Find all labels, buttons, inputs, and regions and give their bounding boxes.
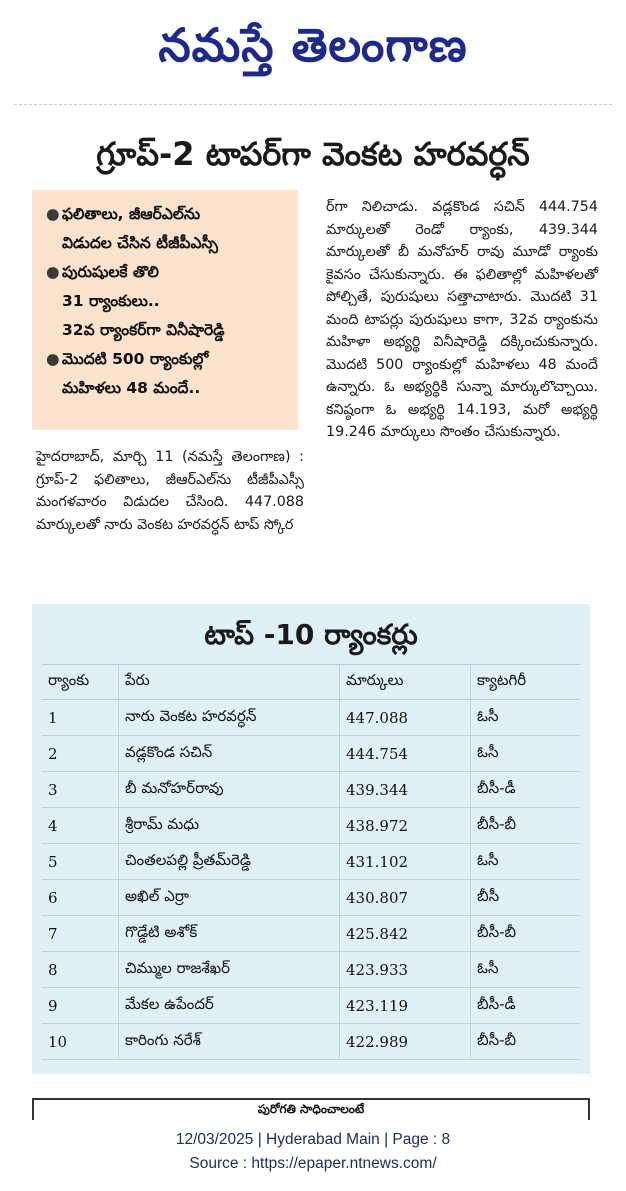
name-cell: శ్రీరామ్ మధు [119, 808, 340, 844]
table-row [42, 700, 580, 736]
highlights-box [32, 190, 298, 430]
rank-cell: 3 [42, 772, 119, 808]
highlight-item [46, 258, 290, 345]
header-name: పేరు [119, 665, 340, 700]
article-left-column: హైదరాబాద్, మార్చి 11 (నమస్తే తెలంగాణ) : గ్రూప్-2 ఫలితాలు, జీఆర్ఎల్‌ను టీజీపీఎస్సీ మంగళవారం విడుదల చేసింది. 447.088 మార్కులతో నారు వెంకట హరవర్ధన్ టాప్ స్కోర [36, 449, 304, 533]
bullet-icon: ● [46, 263, 60, 281]
marks-cell: 423.119 [340, 988, 471, 1024]
category-cell: ఓసీ [471, 844, 581, 880]
headline: గ్రూప్-2 టాపర్‌గా వెంకట హరవర్ధన్ [96, 135, 530, 173]
name-cell: మేకల ఉపేందర్ [119, 988, 340, 1024]
name-cell: కారింగు నరేశ్ [119, 1024, 340, 1060]
name-cell: చింతలపల్లి ప్రీతమ్‌రెడ్డి [119, 844, 340, 880]
category-cell: బీసీ-బీ [471, 1024, 581, 1060]
table-row [42, 988, 580, 1024]
rankers-table [42, 664, 580, 1060]
header-category: క్యాటగిరీ [471, 665, 581, 700]
article-right-column: ర్‌గా నిలిచాడు. వడ్లకొండ సచిన్ 444.754 మార్కులతో రెండో ర్యాంకు, 439.344 మార్కులతో బీ మనోహర్ రావు మూడో ర్యాంకు కైవసం చేసుకున్నారు. ఈ ఫలితాల్లో మహిళలతో పోల్చితే, పురుషులు సత్తాచాటారు. మొదటి 31 మంది టాపర్లు పురుషులు కాగా, 32వ ర్యాంకును మహిళా అభ్యర్థి వినీషారెడ్డి దక్కించుకున్నారు. మొదటి 500 ర్యాంకుల్లో మహిళలు 48 మందే ఉన్నారు. ఓ అభ్యర్థికి సున్నా మార్కులొచ్చాయి. కనిష్ఠంగా ఓ అభ్యర్థి 14.193, మరో అభ్యర్థి 19.246 మార్కులు సొంతం చేసుకున్నారు. [326, 199, 598, 440]
name-cell: చిమ్ముల రాజశేఖర్ [119, 952, 340, 988]
category-cell: ఓసీ [471, 952, 581, 988]
category-cell: ఓసీ [471, 700, 581, 736]
highlight-line: మొదటి 500 ర్యాంకుల్లో [62, 350, 209, 368]
bullet-icon: ● [46, 350, 60, 368]
rank-cell: 9 [42, 988, 119, 1024]
table-row [42, 1024, 580, 1060]
rank-cell: 7 [42, 916, 119, 952]
highlight-line: 32వ ర్యాంకర్‌గా వినీషారెడ్డి [62, 321, 225, 339]
top-ten-table-box [32, 604, 590, 1074]
category-cell: బీసీ-డీ [471, 772, 581, 808]
category-cell: బీసీ [471, 880, 581, 916]
marks-cell: 444.754 [340, 736, 471, 772]
rank-cell: 8 [42, 952, 119, 988]
table-header-row [42, 665, 580, 700]
footer-date-line: 12/03/2025 | Hyderabad Main | Page : 8 [175, 1131, 451, 1148]
marks-cell: 447.088 [340, 700, 471, 736]
table-row [42, 772, 580, 808]
masthead-divider [14, 104, 612, 105]
marks-cell: 438.972 [340, 808, 471, 844]
name-cell: గొడ్డేటి అశోక్ [119, 916, 340, 952]
name-cell: వడ్లకొండ సచిన్ [119, 736, 340, 772]
table-row [42, 952, 580, 988]
marks-cell: 439.344 [340, 772, 471, 808]
table-row [42, 808, 580, 844]
table-title: టాప్ -10 ర్యాంకర్లు [204, 618, 418, 651]
next-article-fragment: పురోగతి సాధించాలంటే [257, 1102, 365, 1116]
marks-cell: 423.933 [340, 952, 471, 988]
marks-cell: 430.807 [340, 880, 471, 916]
table-row [42, 736, 580, 772]
category-cell: ఓసీ [471, 736, 581, 772]
rank-cell: 4 [42, 808, 119, 844]
name-cell: అఖిల్ ఎర్రా [119, 880, 340, 916]
marks-cell: 422.989 [340, 1024, 471, 1060]
rank-cell: 6 [42, 880, 119, 916]
highlight-line: మహిళలు 48 మందే.. [62, 379, 201, 397]
marks-cell: 425.842 [340, 916, 471, 952]
table-row [42, 844, 580, 880]
footer [0, 1128, 626, 1176]
highlight-item [46, 200, 290, 258]
header-rank: ర్యాంకు [42, 665, 119, 700]
name-cell: నారు వెంకట హరవర్ధన్ [119, 700, 340, 736]
next-article-box [32, 1098, 590, 1120]
highlight-line: 31 ర్యాంకులు.. [62, 292, 160, 310]
rank-cell: 1 [42, 700, 119, 736]
newspaper-logo: నమస్తే తెలంగాణ [158, 18, 468, 72]
header-marks: మార్కులు [340, 665, 471, 700]
rank-cell: 10 [42, 1024, 119, 1060]
highlight-item [46, 345, 290, 403]
name-cell: బీ మనోహర్‌రావు [119, 772, 340, 808]
category-cell: బీసీ-డీ [471, 988, 581, 1024]
footer-source-line: Source : https://epaper.ntnews.com/ [189, 1155, 437, 1172]
rank-cell: 5 [42, 844, 119, 880]
highlight-line: పురుషులకే తొలి [62, 263, 159, 281]
table-body [42, 700, 580, 1060]
highlight-line: ఫలితాలు, జీఆర్ఎల్‌ను [62, 205, 201, 223]
table-row [42, 880, 580, 916]
bullet-icon: ● [46, 205, 60, 223]
table-row [42, 916, 580, 952]
rank-cell: 2 [42, 736, 119, 772]
category-cell: బీసీ-బీ [471, 808, 581, 844]
category-cell: బీసీ-బీ [471, 916, 581, 952]
masthead [0, 0, 626, 96]
marks-cell: 431.102 [340, 844, 471, 880]
highlight-line: విడుదల చేసిన టీజీపీఎస్సీ [62, 234, 218, 252]
